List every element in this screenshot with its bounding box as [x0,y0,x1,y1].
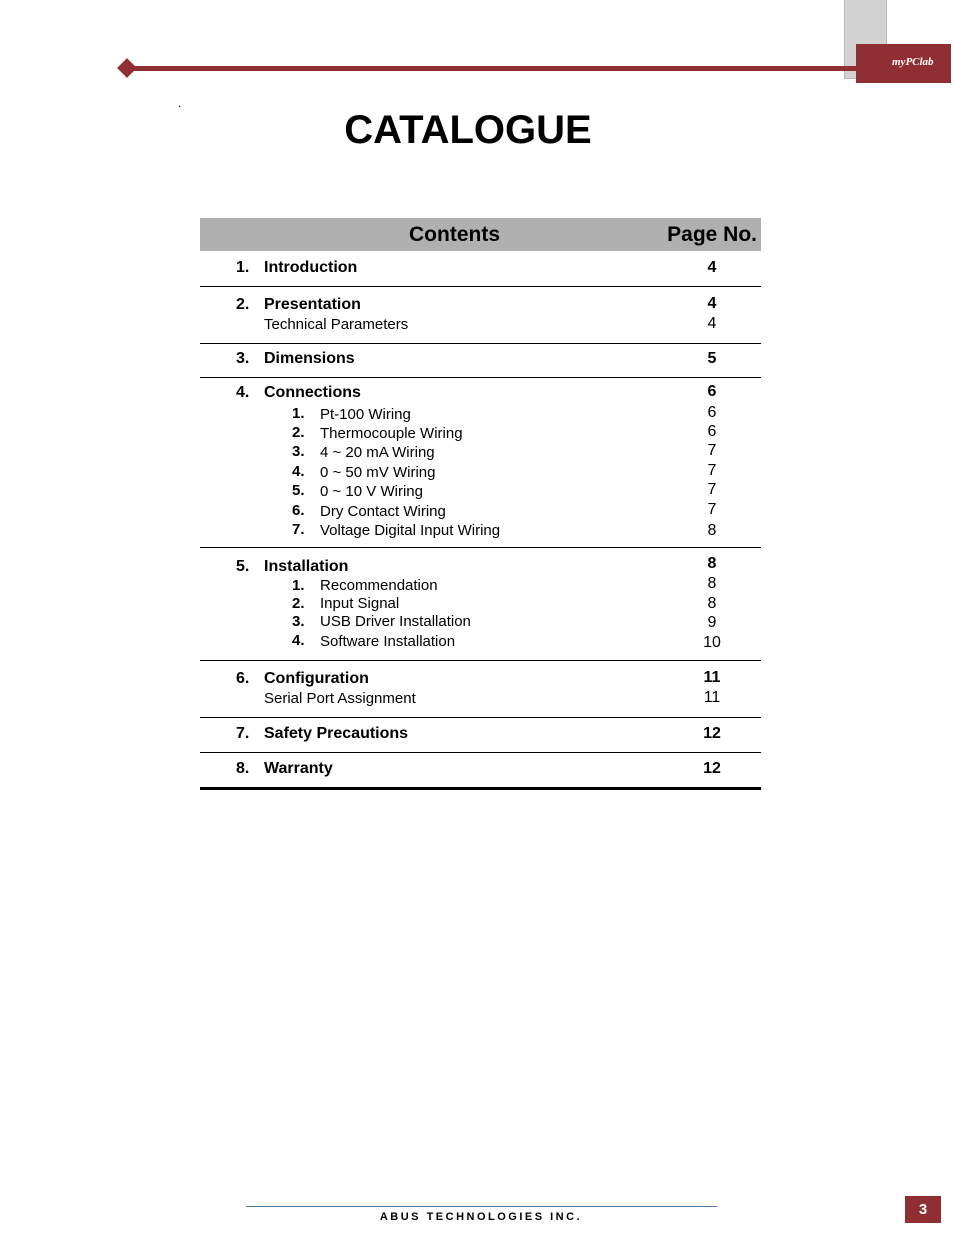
stray-dot: . [178,96,182,110]
subsection-label: Technical Parameters [264,316,409,333]
subsection-number: 4. [292,463,305,480]
toc-row-warranty [200,753,761,790]
header-rule [126,66,856,71]
contents-header [200,218,761,251]
subsection-page: 4 [707,315,717,332]
page-title: CATALOGUE [344,108,592,152]
subsection-page: 6 [707,423,717,440]
section-number: 8. [236,760,250,777]
subsection-page: 10 [703,634,721,651]
subsection-label: 0 ~ 50 mV Wiring [320,464,436,481]
subsection-page: 7 [707,462,717,479]
section-number: 5. [236,558,250,575]
subsection-label: 0 ~ 10 V Wiring [320,483,423,500]
section-page: 4 [707,259,717,276]
section-label: Warranty [264,760,333,777]
subsection-label: 4 ~ 20 mA Wiring [320,444,435,461]
subsection-page: 6 [707,404,717,421]
footer-company-text: ABUS TECHNOLOGIES INC. [379,1211,583,1223]
contents-table [200,218,761,790]
section-page: 8 [707,555,717,572]
subsection-page: 9 [707,614,717,631]
subsection-number: 2. [292,424,305,441]
subsection-label: Input Signal [320,595,400,612]
brand-name: myPClab [892,56,934,68]
subsection-page: 8 [707,595,717,612]
section-label: Introduction [264,259,358,276]
section-page: 12 [703,760,721,777]
section-label: Presentation [264,296,361,313]
section-label: Safety Precautions [264,725,409,742]
section-number: 3. [236,350,250,367]
subsection-label: Pt-100 Wiring [320,406,411,423]
page-number: 3 [905,1196,941,1223]
toc-row-introduction [200,251,761,287]
subsection-page: 8 [707,575,717,592]
subsection-label: Thermocouple Wiring [320,425,463,442]
section-page: 11 [703,669,721,686]
toc-row-configuration [200,661,761,718]
toc-row-installation [200,548,761,661]
subsection-label: USB Driver Installation [320,613,471,630]
subsection-label: Recommendation [320,577,438,594]
section-page: 4 [707,295,717,312]
subsection-number: 3. [292,613,305,630]
subsection-number: 2. [292,595,305,612]
subsection-number: 3. [292,443,305,460]
section-label: Configuration [264,670,369,687]
subsection-number: 1. [292,577,305,594]
contents-header-label: Contents [409,223,500,246]
section-page: 12 [703,725,721,742]
subsection-number: 4. [292,632,305,649]
subsection-number: 6. [292,502,305,519]
footer-company [0,1211,954,1223]
section-page: 5 [707,350,717,367]
toc-row-presentation [200,287,761,344]
section-number: 2. [236,296,250,313]
subsection-page: 7 [707,481,717,498]
toc-row-dimensions [200,344,761,378]
toc-row-safety-precautions [200,718,761,753]
subsection-page: 7 [707,442,717,459]
subsection-number: 1. [292,405,305,422]
section-label: Installation [264,558,349,575]
section-number: 6. [236,670,250,687]
section-label: Connections [264,384,361,401]
subsection-number: 7. [292,521,305,538]
section-number: 1. [236,259,250,276]
subsection-label: Dry Contact Wiring [320,503,446,520]
diamond-icon [117,58,137,78]
subsection-label: Voltage Digital Input Wiring [320,522,501,539]
page-header-label: Page No. [667,223,757,246]
subsection-page: 8 [707,522,717,539]
toc-row-connections [200,378,761,548]
footer-rule [246,1206,717,1207]
section-number: 4. [236,384,250,401]
subsection-page: 7 [707,501,717,518]
section-label: Dimensions [264,350,355,367]
section-page: 6 [707,383,717,400]
subsection-page: 11 [703,689,721,706]
subsection-label: Serial Port Assignment [264,690,416,707]
subsection-label: Software Installation [320,633,456,650]
subsection-number: 5. [292,482,305,499]
section-number: 7. [236,725,250,742]
